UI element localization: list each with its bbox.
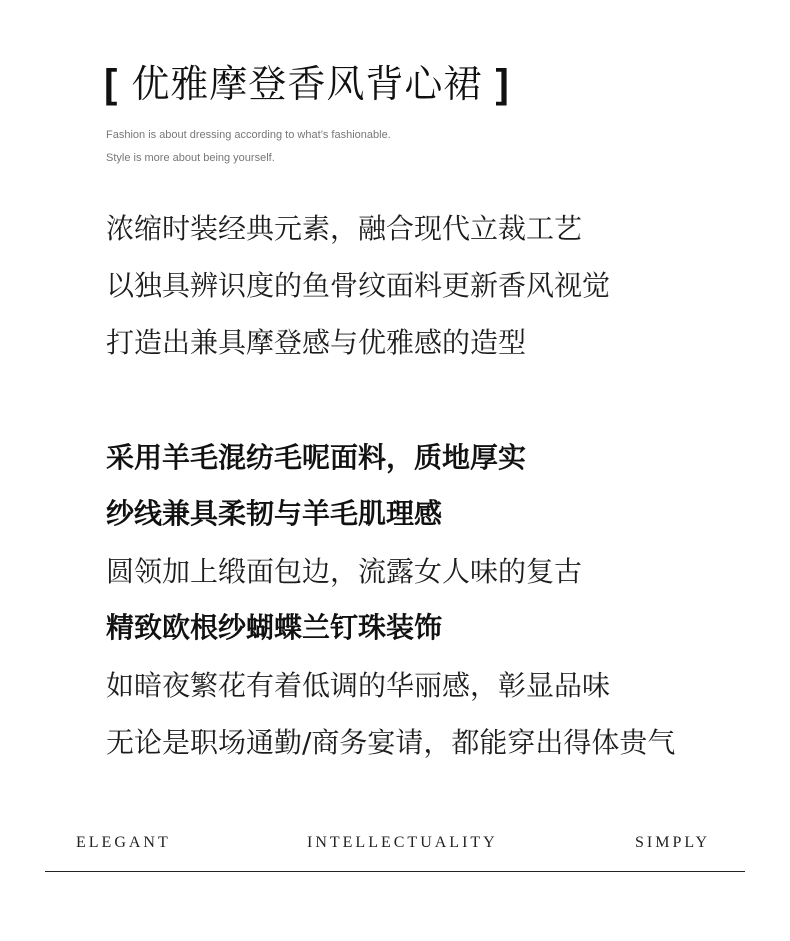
detail-line-2: 纱线兼具柔韧与羊毛肌理感 bbox=[106, 497, 443, 530]
title-bracket-close: ] bbox=[495, 62, 510, 106]
page-title bbox=[104, 58, 510, 110]
detail-line-3: 圆领加上缎面包边，流露女人味的复古 bbox=[106, 555, 583, 588]
footer-word-elegant: ELEGANT bbox=[76, 834, 171, 851]
subtitle-line-1: Fashion is about dressing according to what’s fashionable. bbox=[106, 129, 391, 141]
detail-line-1: 采用羊毛混纺毛呢面料，质地厚实 bbox=[106, 441, 527, 474]
detail-line-4: 精致欧根纱蝴蝶兰钉珠装饰 bbox=[106, 611, 443, 644]
title-text: 优雅摩登香风背心裙 bbox=[131, 62, 483, 106]
intro-line-2: 以独具辨识度的鱼骨纹面料更新香风视觉 bbox=[106, 269, 611, 302]
footer-divider bbox=[45, 871, 745, 872]
footer-word-simply: SIMPLY bbox=[635, 834, 711, 851]
subtitle-line-2: Style is more about being yourself. bbox=[106, 152, 275, 164]
intro-line-3: 打造出兼具摩登感与优雅感的造型 bbox=[106, 326, 527, 359]
intro-line-1: 浓缩时装经典元素，融合现代立裁工艺 bbox=[106, 212, 583, 245]
footer-word-intellectuality: INTELLECTUALITY bbox=[307, 834, 498, 851]
title-bracket-open: [ bbox=[104, 62, 119, 106]
detail-line-6: 无论是职场通勤/商务宴请，都能穿出得体贵气 bbox=[106, 726, 676, 759]
detail-line-5: 如暗夜繁花有着低调的华丽感，彰显品味 bbox=[106, 669, 611, 702]
